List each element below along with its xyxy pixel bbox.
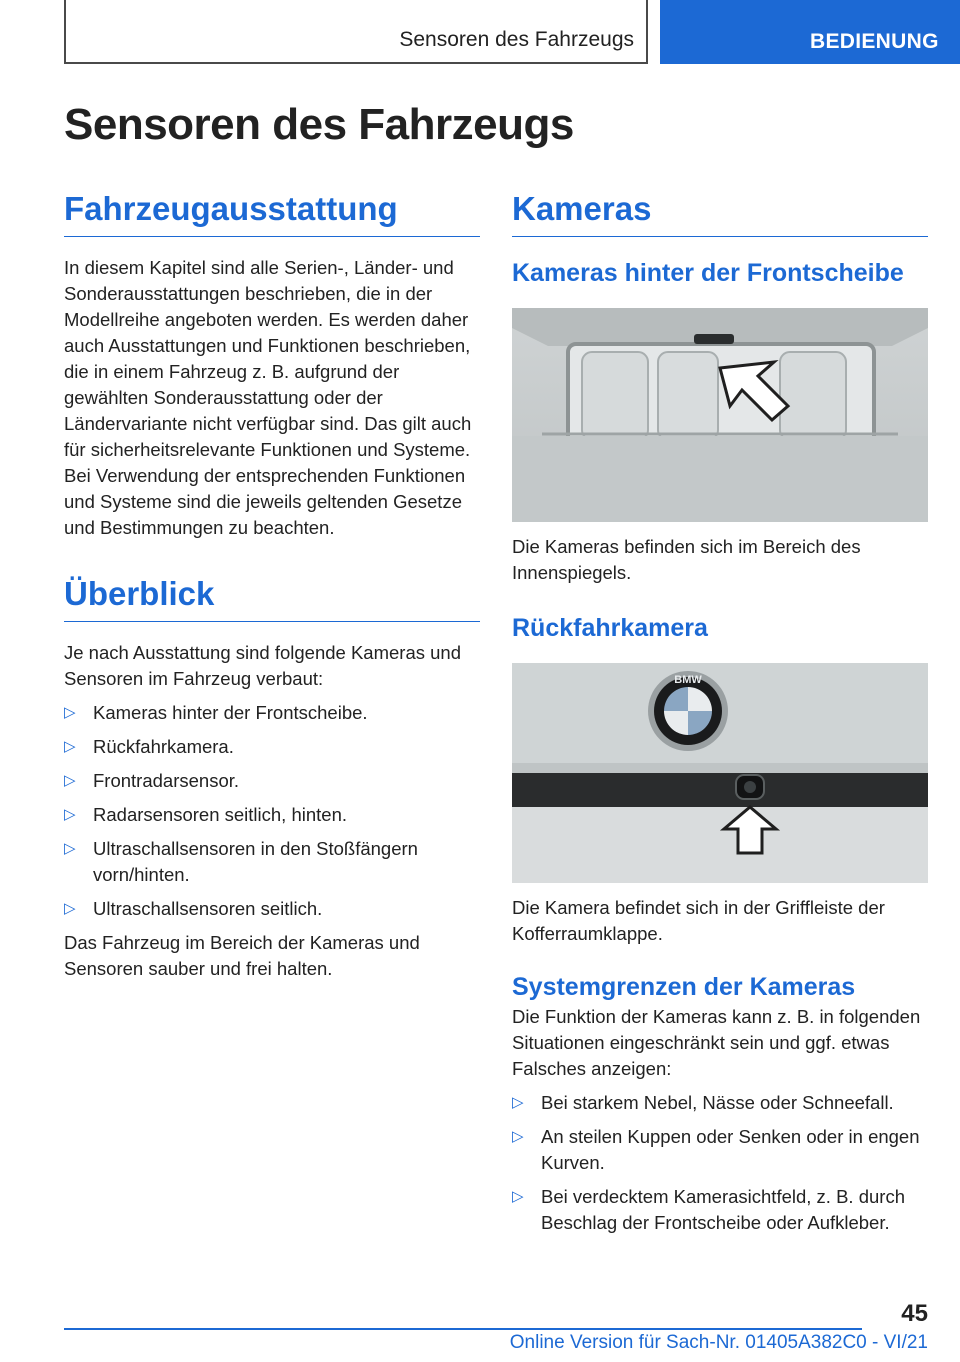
header-chapter-label: BEDIENUNG: [810, 30, 939, 53]
overview-list-item-text: Ultraschallsensoren in den Stoßfängern vorn/hinten.: [93, 838, 418, 885]
windscreen-camera-figure: [512, 308, 928, 522]
overview-list-item-text: Rückfahrkamera.: [93, 736, 234, 757]
subheading-windscreen-cameras: Kameras hinter der Frontscheibe: [512, 259, 904, 287]
overview-list: [64, 700, 480, 922]
overview-intro: Je nach Ausstattung sind folgende Kameras und Sensoren im Fahrzeug verbaut:: [64, 642, 461, 689]
camera-limits-list: [512, 1090, 928, 1236]
left-column: [64, 190, 480, 982]
equipment-paragraph: In diesem Kapitel sind alle Serien-, Länder- und Sonderausstattungen beschrieben, die in der Modellreihe angeboten werden. Es werden daher auch Ausstattungen und Funktionen beschrieben, die in einem Fahrzeug z. B. aufgrund der gewählten Sonderausstattung oder der Ländervariante nicht verfügbar sind. Das gilt auch für sicherheitsrelevante Funktionen und Systeme. Bei Verwendung der entsprechenden Funktionen und Systeme sind die jeweils geltenden Gesetze und Bestimmungen zu beachten.: [64, 257, 472, 538]
overview-list-item: [64, 768, 480, 794]
overview-list-item: [64, 896, 480, 922]
caption-rear-camera: Die Kamera befindet sich in der Griffleiste der Kofferraumklappe.: [512, 897, 885, 944]
rear-camera-figure: [512, 663, 928, 883]
camera-limits-list-item-text: Bei verdecktem Kamerasichtfeld, z. B. durch Beschlag der Frontscheibe oder Aufkleber.: [541, 1186, 905, 1233]
triangle-right-outline-icon: ▷: [64, 704, 76, 721]
header-chapter-tab: [660, 0, 960, 64]
section-heading-cameras: Kameras: [512, 190, 928, 237]
camera-limits-list-item: [512, 1124, 928, 1176]
footer-divider: [64, 1328, 862, 1330]
page-number: 45: [901, 1300, 928, 1327]
right-column: [512, 190, 928, 1244]
triangle-right-outline-icon: ▷: [64, 900, 76, 917]
triangle-right-outline-icon: ▷: [64, 840, 76, 857]
section-heading-equipment: Fahrzeugausstattung: [64, 190, 480, 237]
overview-list-item-text: Radarsensoren seitlich, hinten.: [93, 804, 348, 825]
overview-list-item-text: Frontradarsensor.: [93, 770, 240, 791]
caption-windscreen-cameras: Die Kameras befinden sich im Bereich des Innenspiegels.: [512, 536, 861, 583]
triangle-right-outline-icon: ▷: [64, 738, 76, 755]
overview-list-item-text: Ultraschallsensoren seitlich.: [93, 898, 323, 919]
overview-list-item: [64, 836, 480, 888]
footer-version-text: Online Version für Sach-Nr. 01405A382C0 - VI/21: [509, 1332, 928, 1353]
overview-list-item: [64, 734, 480, 760]
triangle-right-outline-icon: ▷: [512, 1094, 524, 1111]
subheading-camera-limits: Systemgrenzen der Kameras: [512, 973, 856, 1001]
header-section-label: Sensoren des Fahrzeugs: [399, 28, 634, 51]
camera-limits-intro: Die Funktion der Kameras kann z. B. in folgenden Situationen eingeschränkt sein und ggf. etwas Falsches anzeigen:: [512, 1006, 921, 1079]
triangle-right-outline-icon: ▷: [64, 772, 76, 789]
overview-outro: Das Fahrzeug im Bereich der Kameras und Sensoren sauber und frei halten.: [64, 932, 420, 979]
triangle-right-outline-icon: ▷: [64, 806, 76, 823]
header-section-tab: [64, 0, 648, 64]
camera-limits-list-item: [512, 1184, 928, 1236]
camera-limits-list-item: [512, 1090, 928, 1116]
camera-limits-list-item-text: An steilen Kuppen oder Senken oder in engen Kurven.: [541, 1126, 920, 1173]
overview-list-item-text: Kameras hinter der Frontscheibe.: [93, 702, 368, 723]
section-heading-overview: Überblick: [64, 575, 480, 622]
overview-list-item: [64, 802, 480, 828]
triangle-right-outline-icon: ▷: [512, 1128, 524, 1145]
triangle-right-outline-icon: ▷: [512, 1188, 524, 1205]
subheading-rear-camera: Rückfahrkamera: [512, 614, 708, 642]
page-title: Sensoren des Fahrzeugs: [64, 100, 574, 149]
camera-limits-list-item-text: Bei starkem Nebel, Nässe oder Schneefall.: [541, 1092, 894, 1113]
overview-list-item: [64, 700, 480, 726]
logo-text: BMW: [674, 674, 702, 686]
